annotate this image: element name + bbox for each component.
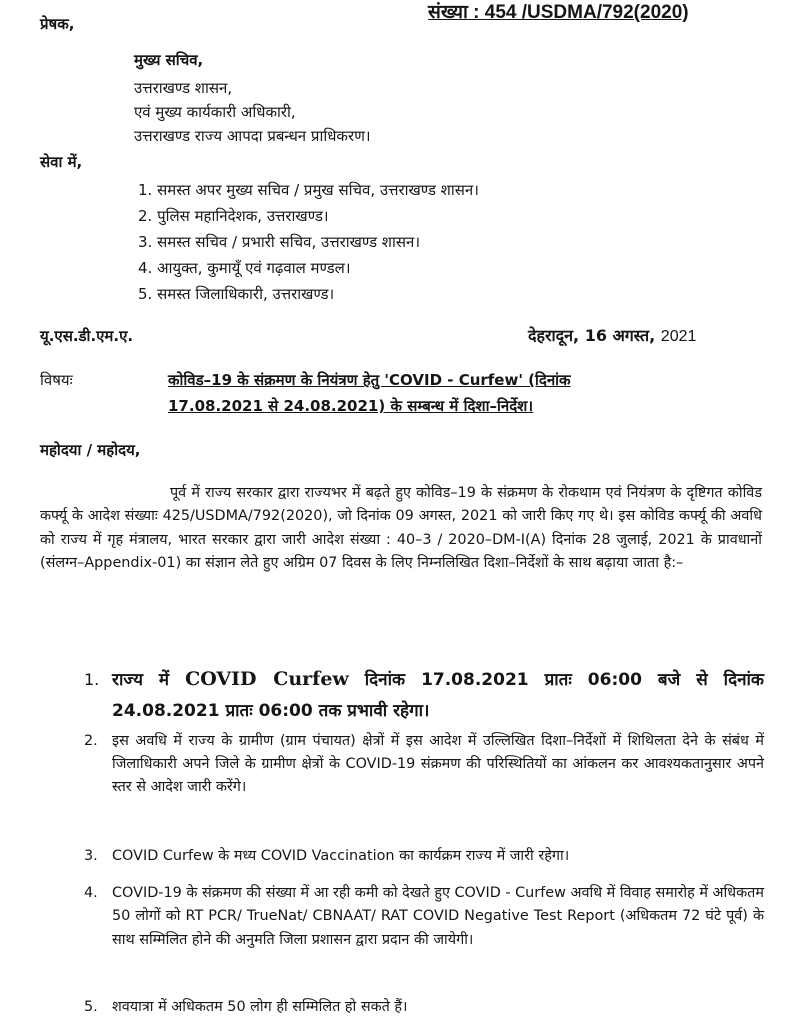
recipient-line: 1. समस्त अपर मुख्य सचिव / प्रमुख सचिव, उत्तराखण्ड शासन। xyxy=(138,181,479,199)
recipient-line: 2. पुलिस महानिदेशक, उत्तराखण्ड। xyxy=(138,207,329,225)
date-year: 2021 xyxy=(660,328,697,345)
item-text: इस अवधि में राज्य के ग्रामीण (ग्राम पंचायत) क्षेत्रों में इस आदेश में उल्लिखित दिशा–निर्देशों में शिथिलता देने के संबंध में जिलाधिकारी अपने जिले के ग्रामीण क्षेत्रों के COVID-19 संक्रमण की परिस्थितियों का आंकलन कर आवश्यकतानुसार अपने स्तर से आदेश जारी करेंगे। xyxy=(112,733,764,795)
item-number: 5. xyxy=(84,999,98,1015)
item-text: राज्य में COVID Curfew दिनांक 17.08.2021 प्रातः 06:00 बजे से दिनांक 24.08.2021 प्रातः 06:00 तक प्रभावी रहेगा। xyxy=(112,668,764,721)
item-text: COVID-19 के संक्रमण की संख्या में आ रही कमी को देखते हुए COVID - Curfew अवधि में विवाह समारोह में अधिकतम 50 लोगों को RT PCR/ TrueNat/ CBNAAT/ RAT COVID Negative Test Report (अधिकतम 72 घंटे पूर्व) के साथ सम्मिलित होने की अनुमति जिला प्रशासन द्वारा प्रदान की जायेगी। xyxy=(112,885,764,948)
item-text: COVID Curfew के मध्य COVID Vaccination का कार्यक्रम राज्य में जारी रहेगा। xyxy=(112,848,570,864)
sender-line: उत्तराखण्ड शासन, xyxy=(134,79,233,97)
sender-line: उत्तराखण्ड राज्य आपदा प्रबन्धन प्राधिकरण। xyxy=(134,127,371,145)
directive-item-2 xyxy=(84,730,764,798)
directive-item-1 xyxy=(84,664,764,727)
recipient-line: 3. समस्त सचिव / प्रभारी सचिव, उत्तराखण्ड शासन। xyxy=(138,233,421,251)
subject-line: 17.08.2021 से 24.08.2021) के सम्बन्ध में दिशा–निर्देश। xyxy=(168,397,534,415)
directive-item-5 xyxy=(84,996,764,1019)
item-text: शवयात्रा में अधिकतम 50 लोग ही सम्मिलित हो सकते हैं। xyxy=(112,999,408,1015)
sender-line: एवं मुख्य कार्यकारी अधिकारी, xyxy=(134,103,296,121)
letter-date xyxy=(528,324,696,346)
org-abbreviation: यू.एस.डी.एम.ए. xyxy=(40,327,134,345)
recipients-label: सेवा में, xyxy=(40,153,83,171)
item-number: 2. xyxy=(84,733,98,749)
directive-item-4 xyxy=(84,882,764,952)
subject-line: कोविड–19 के संक्रमण के नियंत्रण हेतु 'COVID - Curfew' (दिनांक xyxy=(168,371,571,389)
recipient-line: 5. समस्त जिलाधिकारी, उत्तराखण्ड। xyxy=(138,285,335,303)
body-text: पूर्व में राज्य सरकार द्वारा राज्यभर में बढ़ते हुए कोविड–19 के संक्रमण के रोकथाम एवं नियंत्रण के दृष्टिगत कोविड कर्फ्यू के आदेश संख्याः 425/USDMA/792(2020), जो दिनांक 09 अगस्त, 2021 को जारी किए गए थे। इस कोविड कर्फ्यू की अवधि को राज्य में गृह मंत्रालय, भारत सरकार द्वारा जारी आदेश संख्या : 40–3 / 2020–DM-I(A) दिनांक 28 जुलाई, 2021 के प्रावधानों (संलग्न–Appendix-01) का संज्ञान लेते हुए अग्रिम 07 दिवस के लिए निम्नलिखित दिशा–निर्देशों के साथ बढ़ाया जाता है:– xyxy=(40,485,762,571)
item-number: 4. xyxy=(84,885,98,901)
salutation: महोदया / महोदय, xyxy=(40,441,141,459)
recipient-line: 4. आयुक्त, कुमायूँ एवं गढ़वाल मण्डल। xyxy=(138,259,351,277)
sender-line: मुख्य सचिव, xyxy=(134,51,204,69)
subject-label: विषयः xyxy=(40,371,73,389)
date-month: अगस्त, xyxy=(612,326,656,345)
date-place: देहरादून, xyxy=(528,326,580,345)
item-number: 1. xyxy=(84,670,100,689)
item-number: 3. xyxy=(84,848,98,864)
directive-item-3 xyxy=(84,845,764,868)
body-paragraph xyxy=(40,482,762,575)
date-day: 16 xyxy=(584,326,607,345)
sender-label: प्रेषक, xyxy=(40,15,75,33)
letter-number: संख्या : 454 /USDMA/792(2020) xyxy=(428,2,689,23)
